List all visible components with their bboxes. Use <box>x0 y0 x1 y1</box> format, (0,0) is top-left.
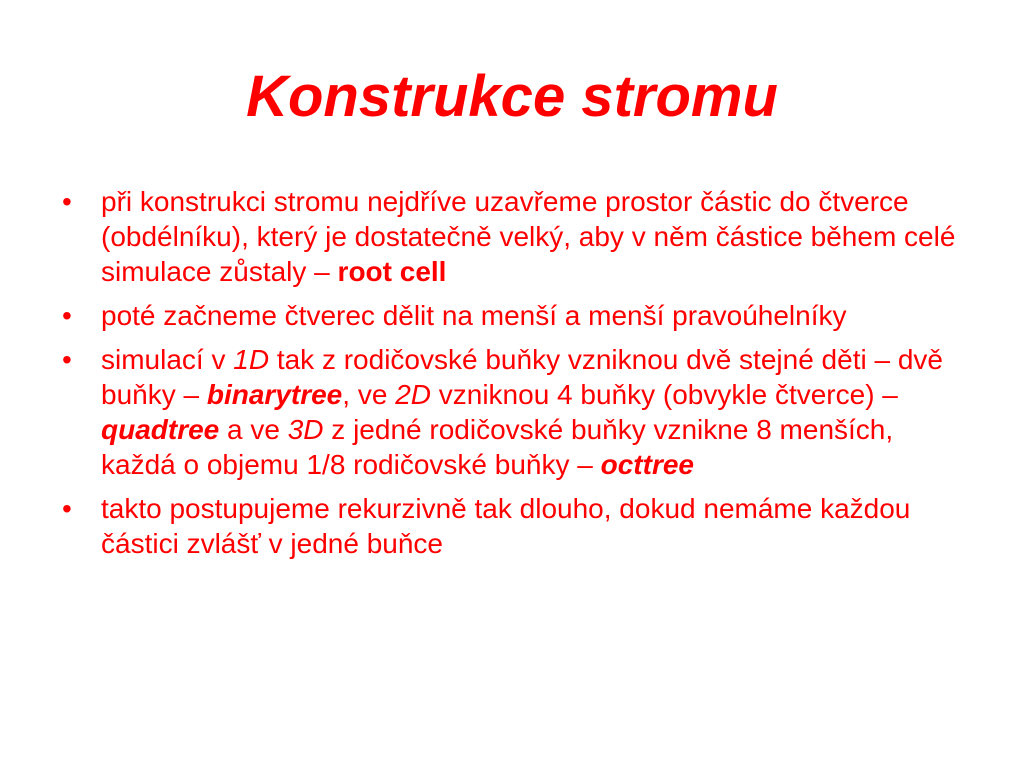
bullet-text: takto postupujeme rekurzivně tak dlouho, dokud nemáme každou částici zvlášť v jedné buňce <box>101 493 911 559</box>
bullet-text: z jedné rodičovské buňky vznikne 8 menších, každá o objemu 1/8 rodičovské buňky – <box>101 414 894 480</box>
bullet-list <box>60 184 960 570</box>
bullet-text: vzniknou 4 buňky (obvykle čtverce) – <box>430 379 898 410</box>
bullet-text: při konstrukci stromu nejdříve uzavřeme prostor částic do čtverce (obdélníku), který je dostatečně velký, aby v něm částice během celé simulace zůstaly – <box>101 186 956 287</box>
bullet-icon: • <box>62 493 72 524</box>
bullet-text: a ve <box>219 414 288 445</box>
bullet-text: , ve <box>342 379 396 410</box>
bullet-icon: • <box>62 344 72 375</box>
bullet-item-3 <box>60 342 960 482</box>
bullet-item-1 <box>60 184 960 289</box>
term-octtree: octtree <box>600 449 694 480</box>
bullet-icon: • <box>62 300 72 331</box>
bullet-item-4 <box>60 491 960 561</box>
bullet-icon: • <box>62 186 72 217</box>
term-3d: 3D <box>287 414 324 445</box>
bullet-text: tak z rodičovské buňky vzniknou dvě stejné děti – dvě buňky – <box>101 344 943 410</box>
term-1d: 1D <box>233 344 270 375</box>
bullet-item-2 <box>60 298 960 333</box>
term-binarytree: binarytree <box>206 379 343 410</box>
slide-title: Konstrukce stromu <box>246 64 778 129</box>
bullet-text: poté začneme čtverec dělit na menší a menší pravoúhelníky <box>101 300 847 331</box>
term-2d: 2D <box>395 379 431 410</box>
term-root-cell: root cell <box>337 256 447 287</box>
term-quadtree: quadtree <box>101 414 220 445</box>
bullet-text: simulací v <box>101 344 234 375</box>
